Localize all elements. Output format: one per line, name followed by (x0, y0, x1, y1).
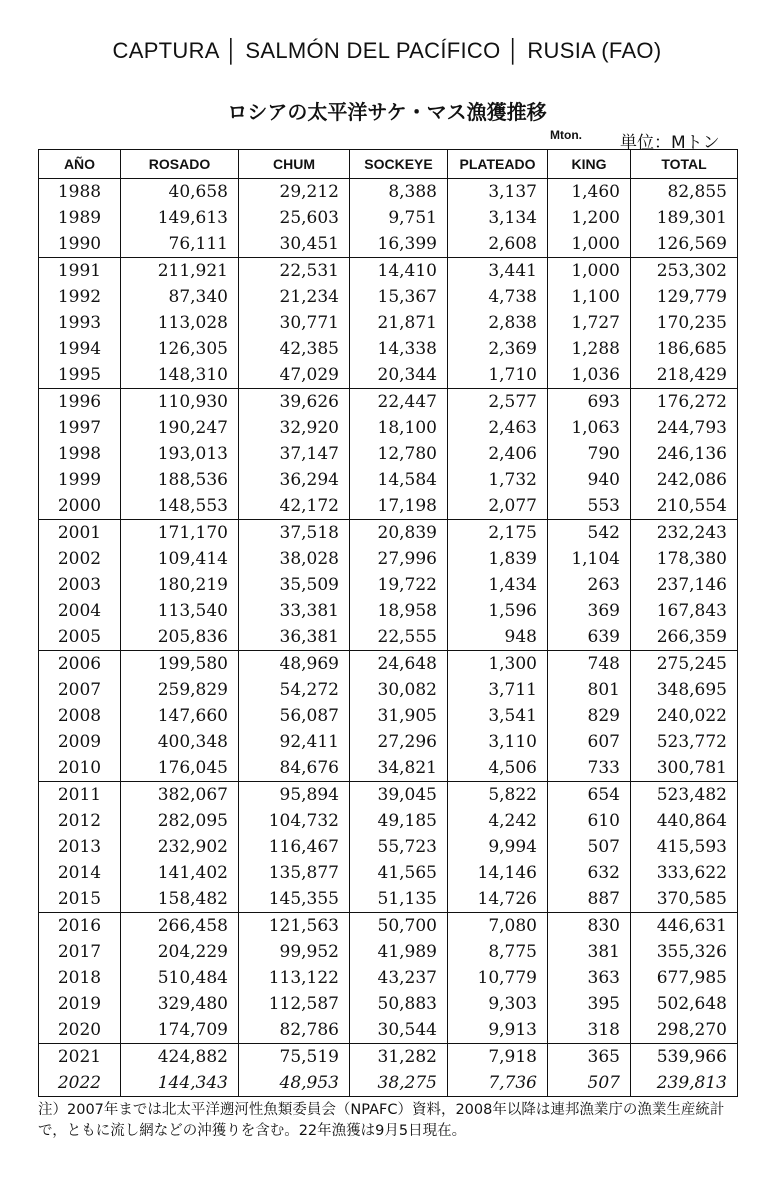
cell-year: 1988 (39, 179, 121, 206)
table-row (39, 310, 738, 336)
cell-plateado: 2,175 (448, 520, 548, 547)
cell-sockeye: 18,100 (350, 415, 448, 441)
table-row (39, 389, 738, 416)
unit-jp-label: 単位：Mトン (620, 133, 720, 153)
cell-rosado: 144,343 (121, 1070, 239, 1097)
cell-total: 239,813 (631, 1070, 738, 1097)
cell-total: 348,695 (631, 677, 738, 703)
cell-plateado: 1,710 (448, 362, 548, 389)
cell-sockeye: 30,544 (350, 1017, 448, 1044)
cell-plateado: 3,541 (448, 703, 548, 729)
cell-rosado: 329,480 (121, 991, 239, 1017)
cell-plateado: 5,822 (448, 782, 548, 809)
cell-sockeye: 24,648 (350, 651, 448, 678)
cell-king: 381 (548, 939, 631, 965)
cell-sockeye: 14,410 (350, 258, 448, 285)
cell-year: 2010 (39, 755, 121, 782)
cell-chum: 36,294 (239, 467, 350, 493)
cell-total: 129,779 (631, 284, 738, 310)
cell-king: 1,000 (548, 258, 631, 285)
cell-year: 1992 (39, 284, 121, 310)
cell-chum: 48,969 (239, 651, 350, 678)
cell-sockeye: 27,996 (350, 546, 448, 572)
table-row (39, 939, 738, 965)
cell-rosado: 141,402 (121, 860, 239, 886)
cell-rosado: 510,484 (121, 965, 239, 991)
cell-year: 2012 (39, 808, 121, 834)
cell-chum: 38,028 (239, 546, 350, 572)
cell-sockeye: 41,565 (350, 860, 448, 886)
cell-sockeye: 14,338 (350, 336, 448, 362)
cell-chum: 56,087 (239, 703, 350, 729)
table-row (39, 834, 738, 860)
cell-sockeye: 9,751 (350, 205, 448, 231)
header-chum: CHUM (239, 150, 350, 179)
cell-plateado: 2,608 (448, 231, 548, 258)
cell-rosado: 113,540 (121, 598, 239, 624)
cell-chum: 121,563 (239, 913, 350, 940)
cell-sockeye: 22,447 (350, 389, 448, 416)
cell-king: 801 (548, 677, 631, 703)
cell-total: 446,631 (631, 913, 738, 940)
cell-year: 2019 (39, 991, 121, 1017)
cell-king: 610 (548, 808, 631, 834)
cell-total: 440,864 (631, 808, 738, 834)
cell-king: 748 (548, 651, 631, 678)
table-row (39, 965, 738, 991)
cell-king: 790 (548, 441, 631, 467)
cell-total: 523,482 (631, 782, 738, 809)
cell-king: 654 (548, 782, 631, 809)
cell-year: 1993 (39, 310, 121, 336)
header-ano: AÑO (39, 150, 121, 179)
table-row (39, 808, 738, 834)
cell-sockeye: 34,821 (350, 755, 448, 782)
cell-plateado: 14,146 (448, 860, 548, 886)
cell-total: 218,429 (631, 362, 738, 389)
cell-total: 370,585 (631, 886, 738, 913)
cell-plateado: 3,441 (448, 258, 548, 285)
cell-sockeye: 51,135 (350, 886, 448, 913)
header-king: KING (548, 150, 631, 179)
cell-year: 1998 (39, 441, 121, 467)
table-row (39, 1017, 738, 1044)
cell-rosado: 76,111 (121, 231, 239, 258)
table-row (39, 991, 738, 1017)
cell-king: 542 (548, 520, 631, 547)
cell-sockeye: 16,399 (350, 231, 448, 258)
cell-chum: 104,732 (239, 808, 350, 834)
cell-sockeye: 12,780 (350, 441, 448, 467)
cell-king: 1,727 (548, 310, 631, 336)
cell-chum: 42,385 (239, 336, 350, 362)
table-row (39, 598, 738, 624)
cell-plateado: 9,303 (448, 991, 548, 1017)
table-row (39, 179, 738, 206)
cell-sockeye: 19,722 (350, 572, 448, 598)
cell-sockeye: 22,555 (350, 624, 448, 651)
cell-year: 1999 (39, 467, 121, 493)
cell-chum: 25,603 (239, 205, 350, 231)
japanese-title: ロシアの太平洋サケ・マス漁獲推移 (227, 100, 547, 124)
cell-plateado: 2,577 (448, 389, 548, 416)
cell-total: 244,793 (631, 415, 738, 441)
cell-year: 2011 (39, 782, 121, 809)
table-row (39, 755, 738, 782)
cell-chum: 33,381 (239, 598, 350, 624)
table-row (39, 362, 738, 389)
cell-sockeye: 21,871 (350, 310, 448, 336)
cell-year: 2009 (39, 729, 121, 755)
cell-rosado: 113,028 (121, 310, 239, 336)
footnote: 注）2007年までは北太平洋遡河性魚類委員会（NPAFC）資料，2008年以降は連邦漁業庁の漁業生産統計で，ともに流し網などの沖獲りを含む。22年漁獲は9月5日現在。 (38, 1102, 725, 1139)
cell-year: 1990 (39, 231, 121, 258)
cell-year: 2002 (39, 546, 121, 572)
cell-year: 2014 (39, 860, 121, 886)
cell-rosado: 110,930 (121, 389, 239, 416)
table-row (39, 677, 738, 703)
cell-rosado: 190,247 (121, 415, 239, 441)
cell-year: 2016 (39, 913, 121, 940)
cell-chum: 48,953 (239, 1070, 350, 1097)
cell-plateado: 9,913 (448, 1017, 548, 1044)
cell-sockeye: 50,700 (350, 913, 448, 940)
cell-year: 2000 (39, 493, 121, 520)
cell-rosado: 180,219 (121, 572, 239, 598)
table-row (39, 782, 738, 809)
cell-plateado: 4,242 (448, 808, 548, 834)
table-row (39, 415, 738, 441)
cell-king: 829 (548, 703, 631, 729)
table-row (39, 913, 738, 940)
cell-king: 318 (548, 1017, 631, 1044)
cell-king: 607 (548, 729, 631, 755)
table-row (39, 1070, 738, 1097)
cell-rosado: 193,013 (121, 441, 239, 467)
cell-chum: 54,272 (239, 677, 350, 703)
cell-plateado: 4,506 (448, 755, 548, 782)
cell-chum: 21,234 (239, 284, 350, 310)
cell-total: 355,326 (631, 939, 738, 965)
table-row (39, 703, 738, 729)
cell-rosado: 176,045 (121, 755, 239, 782)
cell-plateado: 3,711 (448, 677, 548, 703)
cell-rosado: 188,536 (121, 467, 239, 493)
cell-year: 2015 (39, 886, 121, 913)
cell-rosado: 204,229 (121, 939, 239, 965)
cell-rosado: 232,902 (121, 834, 239, 860)
table-row (39, 572, 738, 598)
cell-sockeye: 41,989 (350, 939, 448, 965)
header-plateado: PLATEADO (448, 150, 548, 179)
cell-year: 2013 (39, 834, 121, 860)
cell-chum: 37,518 (239, 520, 350, 547)
table-row (39, 284, 738, 310)
cell-king: 395 (548, 991, 631, 1017)
table-row (39, 231, 738, 258)
cell-plateado: 10,779 (448, 965, 548, 991)
cell-chum: 42,172 (239, 493, 350, 520)
cell-plateado: 2,077 (448, 493, 548, 520)
cell-king: 639 (548, 624, 631, 651)
cell-king: 1,200 (548, 205, 631, 231)
cell-rosado: 400,348 (121, 729, 239, 755)
cell-chum: 135,877 (239, 860, 350, 886)
cell-chum: 37,147 (239, 441, 350, 467)
unit-mton-label: Mton. (550, 128, 582, 142)
cell-king: 363 (548, 965, 631, 991)
header-total: TOTAL (631, 150, 738, 179)
cell-king: 1,063 (548, 415, 631, 441)
cell-plateado: 948 (448, 624, 548, 651)
cell-chum: 84,676 (239, 755, 350, 782)
cell-rosado: 87,340 (121, 284, 239, 310)
catch-table (38, 149, 738, 1097)
cell-total: 300,781 (631, 755, 738, 782)
cell-rosado: 149,613 (121, 205, 239, 231)
cell-sockeye: 17,198 (350, 493, 448, 520)
cell-sockeye: 55,723 (350, 834, 448, 860)
cell-king: 1,460 (548, 179, 631, 206)
table-row (39, 860, 738, 886)
cell-sockeye: 20,344 (350, 362, 448, 389)
cell-chum: 39,626 (239, 389, 350, 416)
cell-king: 553 (548, 493, 631, 520)
cell-total: 253,302 (631, 258, 738, 285)
cell-plateado: 7,080 (448, 913, 548, 940)
cell-plateado: 1,839 (448, 546, 548, 572)
cell-total: 186,685 (631, 336, 738, 362)
cell-chum: 113,122 (239, 965, 350, 991)
cell-year: 2018 (39, 965, 121, 991)
cell-plateado: 3,134 (448, 205, 548, 231)
table-row (39, 729, 738, 755)
cell-rosado: 174,709 (121, 1017, 239, 1044)
cell-plateado: 1,434 (448, 572, 548, 598)
cell-total: 242,086 (631, 467, 738, 493)
cell-chum: 99,952 (239, 939, 350, 965)
cell-sockeye: 43,237 (350, 965, 448, 991)
cell-total: 232,243 (631, 520, 738, 547)
cell-plateado: 4,738 (448, 284, 548, 310)
cell-year: 1994 (39, 336, 121, 362)
cell-total: 523,772 (631, 729, 738, 755)
cell-king: 940 (548, 467, 631, 493)
cell-total: 246,136 (631, 441, 738, 467)
cell-plateado: 9,994 (448, 834, 548, 860)
cell-chum: 35,509 (239, 572, 350, 598)
cell-king: 1,104 (548, 546, 631, 572)
cell-total: 502,648 (631, 991, 738, 1017)
cell-total: 539,966 (631, 1044, 738, 1071)
cell-plateado: 3,110 (448, 729, 548, 755)
cell-plateado: 7,918 (448, 1044, 548, 1071)
table-row (39, 651, 738, 678)
cell-sockeye: 38,275 (350, 1070, 448, 1097)
cell-year: 2020 (39, 1017, 121, 1044)
cell-total: 415,593 (631, 834, 738, 860)
cell-rosado: 382,067 (121, 782, 239, 809)
cell-rosado: 282,095 (121, 808, 239, 834)
cell-sockeye: 20,839 (350, 520, 448, 547)
header-sockeye: SOCKEYE (350, 150, 448, 179)
cell-plateado: 2,838 (448, 310, 548, 336)
cell-king: 1,288 (548, 336, 631, 362)
cell-total: 167,843 (631, 598, 738, 624)
cell-total: 210,554 (631, 493, 738, 520)
cell-year: 2008 (39, 703, 121, 729)
cell-chum: 95,894 (239, 782, 350, 809)
cell-chum: 92,411 (239, 729, 350, 755)
cell-chum: 30,451 (239, 231, 350, 258)
cell-king: 693 (548, 389, 631, 416)
cell-total: 266,359 (631, 624, 738, 651)
cell-total: 333,622 (631, 860, 738, 886)
cell-rosado: 205,836 (121, 624, 239, 651)
cell-year: 2017 (39, 939, 121, 965)
cell-total: 677,985 (631, 965, 738, 991)
cell-sockeye: 14,584 (350, 467, 448, 493)
cell-king: 1,100 (548, 284, 631, 310)
cell-total: 126,569 (631, 231, 738, 258)
cell-rosado: 109,414 (121, 546, 239, 572)
cell-plateado: 1,596 (448, 598, 548, 624)
table-header-row (39, 150, 738, 179)
cell-king: 507 (548, 1070, 631, 1097)
cell-rosado: 424,882 (121, 1044, 239, 1071)
cell-total: 240,022 (631, 703, 738, 729)
cell-chum: 29,212 (239, 179, 350, 206)
cell-sockeye: 49,185 (350, 808, 448, 834)
table-row (39, 441, 738, 467)
cell-chum: 116,467 (239, 834, 350, 860)
cell-plateado: 2,463 (448, 415, 548, 441)
cell-chum: 112,587 (239, 991, 350, 1017)
cell-sockeye: 50,883 (350, 991, 448, 1017)
cell-total: 178,380 (631, 546, 738, 572)
cell-chum: 22,531 (239, 258, 350, 285)
cell-rosado: 211,921 (121, 258, 239, 285)
cell-total: 170,235 (631, 310, 738, 336)
page-title: CAPTURA │ SALMÓN DEL PACÍFICO │ RUSIA (FAO) (112, 38, 662, 63)
cell-plateado: 7,736 (448, 1070, 548, 1097)
cell-king: 263 (548, 572, 631, 598)
cell-king: 887 (548, 886, 631, 913)
cell-year: 1995 (39, 362, 121, 389)
cell-king: 1,000 (548, 231, 631, 258)
cell-year: 2006 (39, 651, 121, 678)
cell-year: 2005 (39, 624, 121, 651)
cell-rosado: 148,553 (121, 493, 239, 520)
table-row (39, 205, 738, 231)
cell-plateado: 2,406 (448, 441, 548, 467)
cell-plateado: 2,369 (448, 336, 548, 362)
cell-year: 1996 (39, 389, 121, 416)
cell-rosado: 148,310 (121, 362, 239, 389)
cell-chum: 145,355 (239, 886, 350, 913)
cell-sockeye: 30,082 (350, 677, 448, 703)
cell-sockeye: 27,296 (350, 729, 448, 755)
header-rosado: ROSADO (121, 150, 239, 179)
cell-year: 2004 (39, 598, 121, 624)
cell-total: 275,245 (631, 651, 738, 678)
cell-king: 733 (548, 755, 631, 782)
cell-total: 298,270 (631, 1017, 738, 1044)
cell-rosado: 126,305 (121, 336, 239, 362)
cell-king: 369 (548, 598, 631, 624)
cell-plateado: 3,137 (448, 179, 548, 206)
cell-chum: 82,786 (239, 1017, 350, 1044)
cell-chum: 47,029 (239, 362, 350, 389)
cell-total: 176,272 (631, 389, 738, 416)
cell-rosado: 171,170 (121, 520, 239, 547)
cell-year: 1989 (39, 205, 121, 231)
cell-chum: 75,519 (239, 1044, 350, 1071)
cell-plateado: 1,732 (448, 467, 548, 493)
table-row (39, 886, 738, 913)
cell-chum: 36,381 (239, 624, 350, 651)
cell-year: 2022 (39, 1070, 121, 1097)
table-row (39, 624, 738, 651)
cell-rosado: 40,658 (121, 179, 239, 206)
cell-sockeye: 18,958 (350, 598, 448, 624)
cell-chum: 30,771 (239, 310, 350, 336)
cell-rosado: 199,580 (121, 651, 239, 678)
cell-sockeye: 31,282 (350, 1044, 448, 1071)
table-row (39, 520, 738, 547)
cell-rosado: 158,482 (121, 886, 239, 913)
cell-king: 1,036 (548, 362, 631, 389)
cell-king: 365 (548, 1044, 631, 1071)
cell-total: 82,855 (631, 179, 738, 206)
cell-total: 189,301 (631, 205, 738, 231)
table-row (39, 546, 738, 572)
cell-total: 237,146 (631, 572, 738, 598)
cell-sockeye: 15,367 (350, 284, 448, 310)
cell-plateado: 8,775 (448, 939, 548, 965)
cell-plateado: 1,300 (448, 651, 548, 678)
cell-sockeye: 31,905 (350, 703, 448, 729)
table-row (39, 1044, 738, 1071)
cell-rosado: 147,660 (121, 703, 239, 729)
table-row (39, 258, 738, 285)
cell-year: 1997 (39, 415, 121, 441)
cell-sockeye: 8,388 (350, 179, 448, 206)
table-row (39, 467, 738, 493)
cell-year: 2021 (39, 1044, 121, 1071)
cell-king: 632 (548, 860, 631, 886)
cell-rosado: 259,829 (121, 677, 239, 703)
cell-year: 2007 (39, 677, 121, 703)
table-row (39, 336, 738, 362)
cell-chum: 32,920 (239, 415, 350, 441)
table-row (39, 493, 738, 520)
cell-year: 1991 (39, 258, 121, 285)
cell-rosado: 266,458 (121, 913, 239, 940)
cell-king: 507 (548, 834, 631, 860)
cell-year: 2001 (39, 520, 121, 547)
cell-year: 2003 (39, 572, 121, 598)
cell-sockeye: 39,045 (350, 782, 448, 809)
cell-plateado: 14,726 (448, 886, 548, 913)
cell-king: 830 (548, 913, 631, 940)
